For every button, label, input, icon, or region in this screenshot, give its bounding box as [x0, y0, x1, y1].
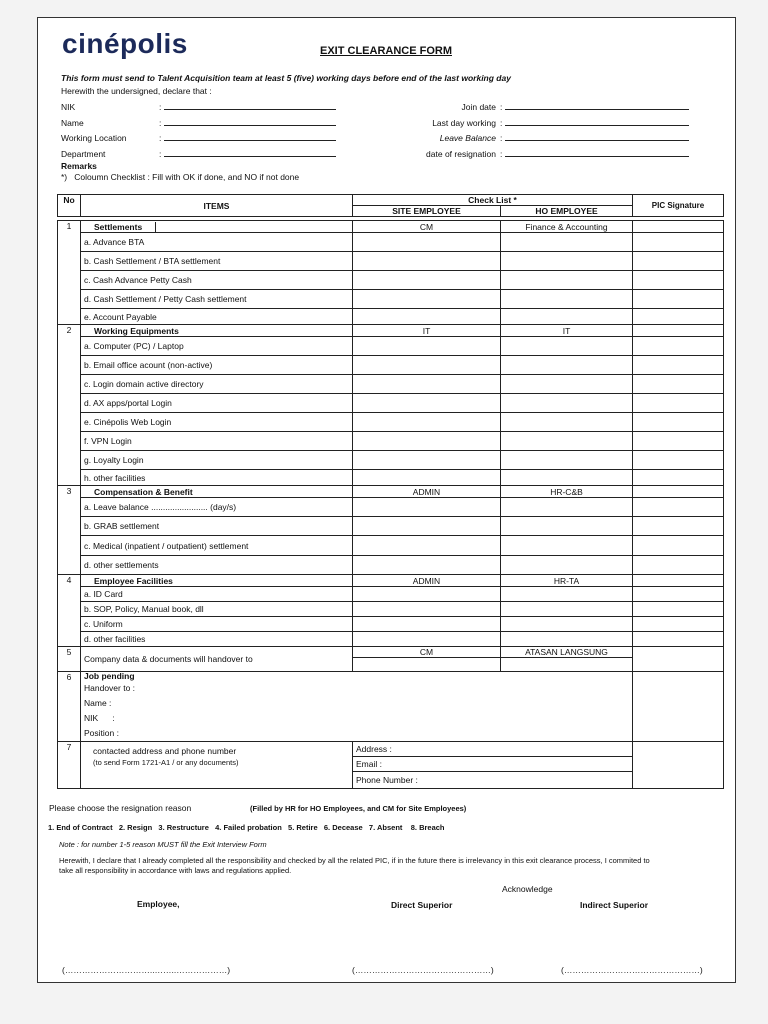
- declaration-line-1: Herewith, I declare that I already completed all the responsibility and checked by all the related PIC, if in the future there is irrelevancy in this exit clearance process, I commited to: [59, 856, 650, 865]
- section-site-pic: IT: [353, 325, 501, 337]
- pic-signature-cell[interactable]: [633, 451, 724, 470]
- item-row: [58, 290, 724, 309]
- pic-signature-cell[interactable]: [633, 486, 724, 498]
- pic-signature-cell[interactable]: [633, 617, 724, 632]
- ho-check-cell[interactable]: [501, 658, 633, 672]
- header-pic-signature: PIC Signature: [633, 195, 724, 217]
- site-check-cell[interactable]: [353, 658, 501, 672]
- section-title-cell: [81, 221, 353, 233]
- working-location-label: Working Location: [61, 133, 127, 143]
- ho-check-cell[interactable]: [501, 375, 633, 394]
- last-day-field[interactable]: [500, 118, 689, 128]
- pic-signature-cell[interactable]: [633, 290, 724, 309]
- resignation-date-label: date of resignation: [426, 149, 496, 159]
- header-checklist: Check List *: [353, 195, 633, 206]
- item-row: [58, 587, 724, 602]
- pic-signature-cell[interactable]: [633, 647, 724, 672]
- pic-signature-cell[interactable]: [633, 602, 724, 617]
- nik-field[interactable]: [159, 102, 336, 112]
- section-number: 6: [58, 672, 81, 742]
- declare-text: Herewith the undersigned, declare that :: [61, 86, 212, 96]
- item-label: c. Cash Advance Petty Cash: [81, 271, 353, 290]
- job-pending-line: Position :: [84, 728, 119, 738]
- last-day-sep: :: [500, 118, 503, 128]
- item-row: [58, 617, 724, 632]
- item-row: [58, 556, 724, 575]
- resignation-reason-prompt: Please choose the resignation reason: [49, 803, 192, 813]
- indirect-superior-signature-line[interactable]: (…………………………………………): [561, 965, 703, 975]
- site-check-cell[interactable]: [353, 451, 501, 470]
- pic-signature-cell[interactable]: [633, 432, 724, 451]
- section-number: 4: [58, 575, 81, 647]
- header-ho-employee: HO EMPLOYEE: [501, 206, 633, 217]
- section-site-pic: ADMIN: [353, 575, 501, 587]
- site-check-cell[interactable]: [353, 356, 501, 375]
- section-site-pic: ADMIN: [353, 486, 501, 498]
- submission-notice: This form must send to Talent Acquisition team at least 5 (five) working days before end of the last working day: [61, 73, 511, 83]
- site-check-cell[interactable]: [353, 536, 501, 556]
- item-row: [58, 432, 724, 451]
- address-field[interactable]: Address :: [353, 742, 633, 757]
- item-label: d. AX apps/portal Login: [81, 394, 353, 413]
- join-date-label: Join date: [461, 102, 496, 112]
- section-title-cell: [81, 325, 353, 337]
- site-check-cell[interactable]: [353, 233, 501, 252]
- ho-check-cell[interactable]: [501, 337, 633, 356]
- email-field[interactable]: Email :: [353, 757, 633, 772]
- section-title: Employee Facilities: [94, 575, 173, 586]
- contact-info-cell: [81, 742, 353, 789]
- direct-superior-signature-line[interactable]: (…………………………………………): [352, 965, 494, 975]
- leave-balance-label: Leave Balance: [439, 133, 496, 143]
- ho-check-cell[interactable]: [501, 309, 633, 325]
- pic-signature-cell[interactable]: [633, 221, 724, 233]
- site-check-cell[interactable]: [353, 432, 501, 451]
- name-field[interactable]: [159, 118, 336, 128]
- pic-signature-cell[interactable]: [633, 556, 724, 575]
- section-title-row: [58, 575, 724, 587]
- section-site-pic: CM: [353, 647, 501, 658]
- ho-check-cell[interactable]: [501, 394, 633, 413]
- section-title-cell: [81, 575, 353, 587]
- site-check-cell[interactable]: [353, 252, 501, 271]
- section-title-row: [58, 486, 724, 498]
- item-row: [58, 356, 724, 375]
- ho-check-cell[interactable]: [501, 517, 633, 536]
- join-date-field[interactable]: [500, 102, 689, 112]
- item-row: [58, 394, 724, 413]
- item-label: c. Medical (inpatient / outpatient) settlement: [81, 536, 353, 556]
- section-ho-pic: IT: [501, 325, 633, 337]
- pic-signature-cell[interactable]: [633, 575, 724, 587]
- site-check-cell[interactable]: [353, 413, 501, 432]
- item-label: b. SOP, Policy, Manual book, dll: [81, 602, 353, 617]
- ho-check-cell[interactable]: [501, 290, 633, 309]
- pic-signature-cell[interactable]: [633, 325, 724, 337]
- item-label: b. Email office acount (non-active): [81, 356, 353, 375]
- item-row: [58, 233, 724, 252]
- item-label: d. other settlements: [81, 556, 353, 575]
- department-label: Department: [61, 149, 106, 159]
- resignation-date-sep: :: [500, 149, 503, 159]
- header-no: No: [58, 195, 81, 217]
- working-location-sep: :: [159, 133, 162, 143]
- item-label: e. Account Payable: [81, 309, 353, 325]
- section-ho-pic: Finance & Accounting: [501, 221, 633, 233]
- item-label: d. other facilities: [81, 632, 353, 647]
- site-check-cell[interactable]: [353, 375, 501, 394]
- site-check-cell[interactable]: [353, 309, 501, 325]
- item-label: h. other facilities: [81, 470, 353, 486]
- working-location-line: [164, 133, 336, 141]
- pic-signature-cell[interactable]: [633, 498, 724, 517]
- job-pending-line: Name :: [84, 698, 112, 708]
- item-row: [58, 252, 724, 271]
- item-row: [58, 498, 724, 517]
- job-pending-cell[interactable]: [81, 672, 633, 742]
- leave-balance-line: [505, 133, 689, 141]
- nik-label: NIK: [61, 102, 76, 112]
- leave-balance-field[interactable]: [500, 133, 689, 143]
- handover-docs-label: Company data & documents will handover to: [81, 647, 353, 672]
- indirect-superior-label: Indirect Superior: [580, 900, 649, 910]
- header-site-employee: SITE EMPLOYEE: [353, 206, 501, 217]
- nik-sep: :: [159, 102, 162, 112]
- item-label: a. Leave balance ........................ (day/s): [81, 498, 353, 517]
- working-location-field[interactable]: [159, 133, 336, 143]
- resignation-reasons: 1. End of Contract 2. Resign 3. Restructure 4. Failed probation 5. Retire 6. Decease 7. Absent 8. Breach: [48, 823, 445, 832]
- pic-signature-cell[interactable]: [633, 413, 724, 432]
- ho-check-cell[interactable]: [501, 617, 633, 632]
- section-number: 7: [58, 742, 81, 789]
- pic-signature-cell[interactable]: [633, 632, 724, 647]
- department-line: [164, 149, 336, 157]
- remarks-title: Remarks: [61, 161, 97, 171]
- site-check-cell[interactable]: [353, 290, 501, 309]
- resignation-date-line: [505, 149, 689, 157]
- item-row: [58, 337, 724, 356]
- site-check-cell[interactable]: [353, 498, 501, 517]
- pic-signature-cell[interactable]: [633, 252, 724, 271]
- name-label: Name: [61, 118, 84, 128]
- pic-signature-cell[interactable]: [633, 271, 724, 290]
- acknowledge-label: Acknowledge: [502, 884, 553, 894]
- ho-check-cell[interactable]: [501, 470, 633, 486]
- section5-row-top: [58, 647, 724, 658]
- ho-check-cell[interactable]: [501, 556, 633, 575]
- item-row: [58, 309, 724, 325]
- name-line: [164, 118, 336, 126]
- ho-check-cell[interactable]: [501, 233, 633, 252]
- department-field[interactable]: [159, 149, 336, 159]
- ho-check-cell[interactable]: [501, 432, 633, 451]
- item-label: a. ID Card: [81, 587, 353, 602]
- section-ho-pic: ATASAN LANGSUNG: [501, 647, 633, 658]
- section-number: 2: [58, 325, 81, 486]
- item-label: a. Advance BTA: [81, 233, 353, 252]
- section6-row: [58, 672, 724, 742]
- item-row: [58, 517, 724, 536]
- filled-by-note: (Filled by HR for HO Employees, and CM for Site Employees): [250, 804, 467, 813]
- last-day-label: Last day working: [432, 118, 496, 128]
- section-number: 1: [58, 221, 81, 325]
- item-row: [58, 536, 724, 556]
- site-check-cell[interactable]: [353, 632, 501, 647]
- item-row: [58, 271, 724, 290]
- site-check-cell[interactable]: [353, 602, 501, 617]
- site-check-cell[interactable]: [353, 470, 501, 486]
- pic-signature-cell[interactable]: [633, 356, 724, 375]
- section-number: 3: [58, 486, 81, 575]
- pic-signature-cell[interactable]: [633, 470, 724, 486]
- ho-check-cell[interactable]: [501, 498, 633, 517]
- ho-check-cell[interactable]: [501, 413, 633, 432]
- item-label: b. GRAB settlement: [81, 517, 353, 536]
- contact-note: (to send Form 1721-A1 / or any documents): [93, 758, 239, 767]
- remarks-body: Coloumn Checklist : Fill with OK if done, and NO if not done: [74, 172, 300, 182]
- direct-superior-label: Direct Superior: [391, 900, 453, 910]
- header-items: ITEMS: [81, 195, 353, 217]
- job-pending-title: Job pending: [84, 671, 135, 681]
- site-check-cell[interactable]: [353, 394, 501, 413]
- join-date-line: [505, 102, 689, 110]
- pic-signature-cell[interactable]: [633, 394, 724, 413]
- pic-signature-cell[interactable]: [633, 233, 724, 252]
- site-check-cell[interactable]: [353, 337, 501, 356]
- ho-check-cell[interactable]: [501, 356, 633, 375]
- join-date-sep: :: [500, 102, 503, 112]
- section-title-row: [58, 325, 724, 337]
- employee-signature-line[interactable]: (…………………………..……..………………): [62, 965, 231, 975]
- last-day-line: [505, 118, 689, 126]
- job-pending-line: Handover to :: [84, 683, 136, 693]
- item-row: [58, 375, 724, 394]
- leave-balance-sep: :: [500, 133, 503, 143]
- section-title-cell: [81, 486, 353, 498]
- site-check-cell[interactable]: [353, 517, 501, 536]
- exit-clearance-form-page: [37, 17, 736, 983]
- site-check-cell[interactable]: [353, 617, 501, 632]
- name-sep: :: [159, 118, 162, 128]
- section-site-pic: CM: [353, 221, 501, 233]
- nik-line: [164, 102, 336, 110]
- section-title-row: [58, 221, 724, 233]
- ho-check-cell[interactable]: [501, 451, 633, 470]
- site-check-cell[interactable]: [353, 587, 501, 602]
- section-title: Settlements: [81, 222, 156, 232]
- department-sep: :: [159, 149, 162, 159]
- section-title: Working Equipments: [94, 325, 179, 336]
- item-row: [58, 602, 724, 617]
- pic-signature-cell[interactable]: [633, 672, 724, 742]
- pic-signature-cell[interactable]: [633, 536, 724, 556]
- pic-signature-cell[interactable]: [633, 337, 724, 356]
- section-ho-pic: HR-C&B: [501, 486, 633, 498]
- ho-check-cell[interactable]: [501, 602, 633, 617]
- ho-check-cell[interactable]: [501, 632, 633, 647]
- item-label: f. VPN Login: [81, 432, 353, 451]
- site-check-cell[interactable]: [353, 271, 501, 290]
- section-number: 5: [58, 647, 81, 672]
- remarks-marker: *): [61, 172, 68, 182]
- item-label: c. Uniform: [81, 617, 353, 632]
- item-row: [58, 451, 724, 470]
- form-title: EXIT CLEARANCE FORM: [320, 45, 452, 57]
- section-ho-pic: HR-TA: [501, 575, 633, 587]
- pic-signature-cell[interactable]: [633, 742, 724, 789]
- ho-check-cell[interactable]: [501, 536, 633, 556]
- declaration-line-2: take all responsibility in accordance with laws and regulations applied.: [59, 866, 292, 875]
- cinepolis-logo: cinépolis: [62, 28, 188, 59]
- item-label: g. Loyalty Login: [81, 451, 353, 470]
- item-row: [58, 632, 724, 647]
- section-title: Compensation & Benefit: [94, 486, 193, 497]
- pic-signature-cell[interactable]: [633, 309, 724, 325]
- checklist-table: [57, 194, 724, 789]
- section7-row: [58, 742, 724, 757]
- job-pending-line: NIK :: [84, 713, 115, 723]
- ho-check-cell[interactable]: [501, 252, 633, 271]
- item-row: [58, 470, 724, 486]
- site-check-cell[interactable]: [353, 556, 501, 575]
- exit-interview-note: Note : for number 1-5 reason MUST fill the Exit Interview Form: [59, 840, 267, 849]
- item-label: a. Computer (PC) / Laptop: [81, 337, 353, 356]
- remarks-text: [61, 172, 299, 182]
- pic-signature-cell[interactable]: [633, 517, 724, 536]
- ho-check-cell[interactable]: [501, 587, 633, 602]
- item-label: d. Cash Settlement / Petty Cash settlement: [81, 290, 353, 309]
- item-row: [58, 413, 724, 432]
- pic-signature-cell[interactable]: [633, 375, 724, 394]
- ho-check-cell[interactable]: [501, 271, 633, 290]
- employee-sign-label: Employee,: [137, 899, 180, 909]
- item-label: b. Cash Settlement / BTA settlement: [81, 252, 353, 271]
- phone-number-field[interactable]: Phone Number :: [353, 772, 633, 789]
- contact-label: contacted address and phone number: [93, 746, 237, 756]
- resignation-date-field[interactable]: [500, 149, 689, 159]
- pic-signature-cell[interactable]: [633, 587, 724, 602]
- item-label: e. Cinépolis Web Login: [81, 413, 353, 432]
- item-label: c. Login domain active directory: [81, 375, 353, 394]
